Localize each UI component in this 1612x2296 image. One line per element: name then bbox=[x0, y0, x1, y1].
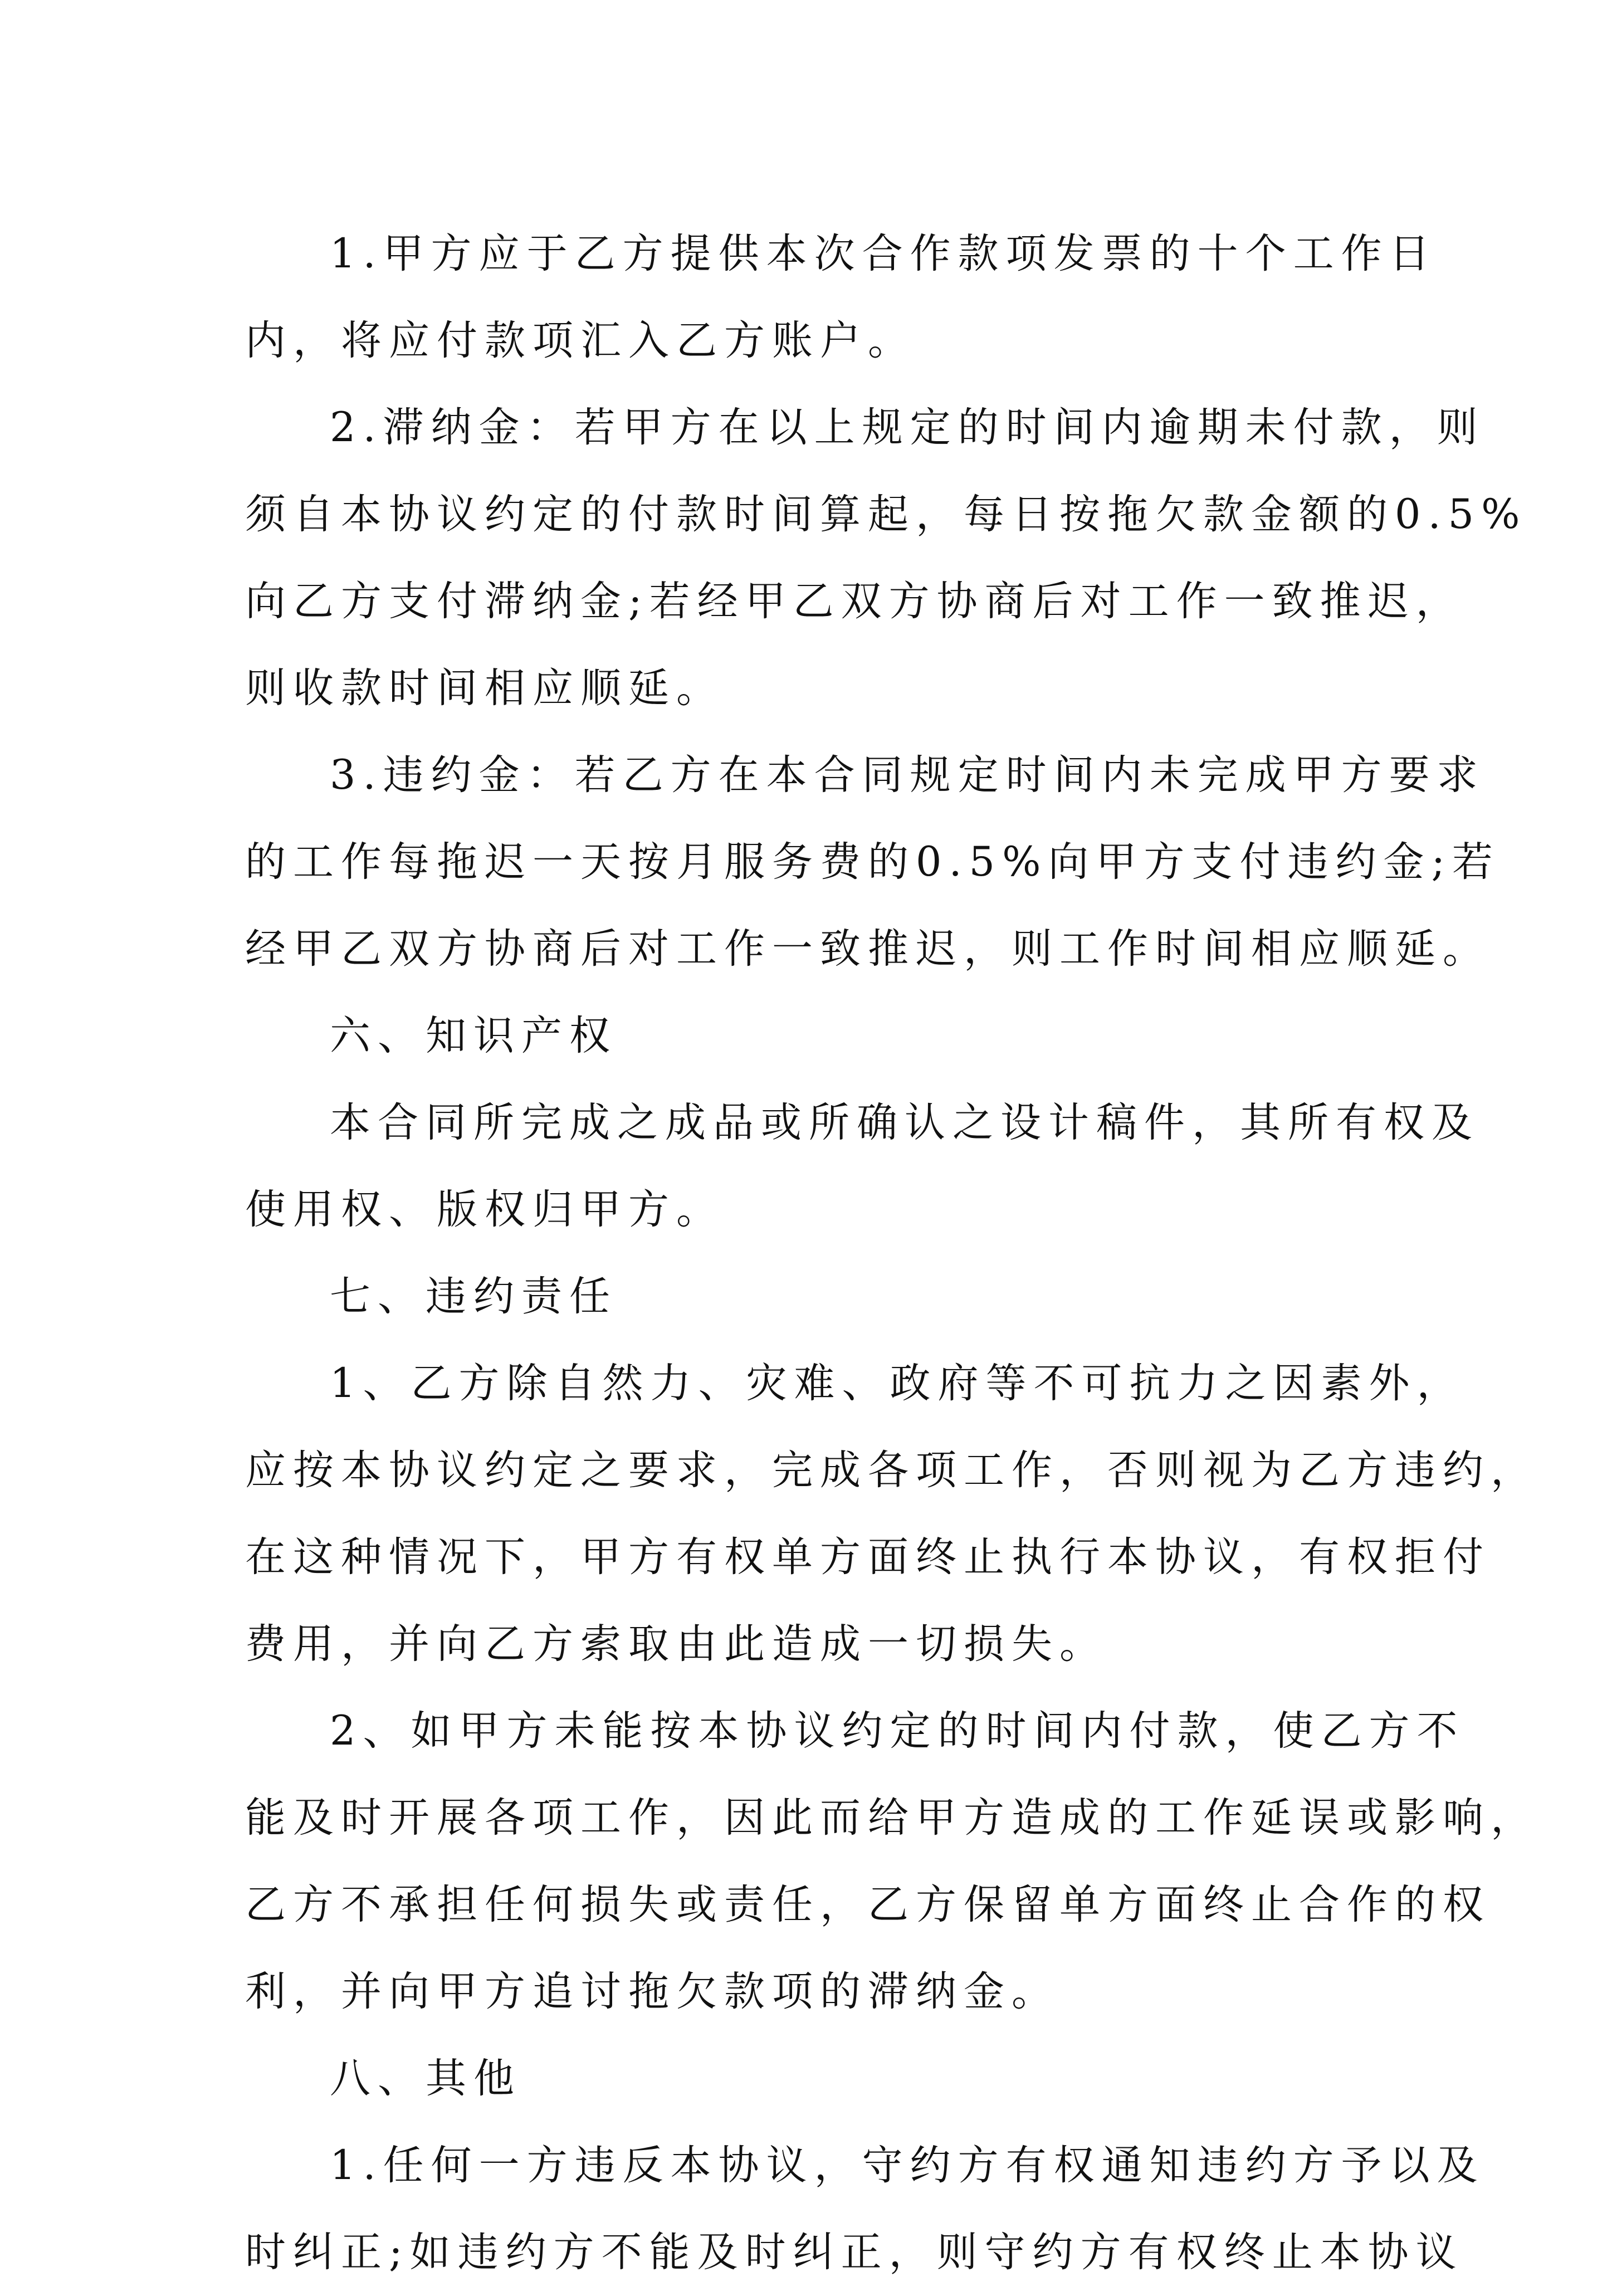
text-line: 2.滞纳金：若甲方在以上规定的时间内逾期未付款，则 bbox=[330, 404, 1485, 451]
text-line: 向乙方支付滞纳金;若经甲乙双方协商后对工作一致推迟， bbox=[245, 578, 1464, 625]
text-line: 在这种情况下，甲方有权单方面终止执行本协议，有权拒付 bbox=[245, 1533, 1491, 1581]
document-body bbox=[245, 211, 1538, 2296]
text-line: 经甲乙双方协商后对工作一致推迟，则工作时间相应顺延。 bbox=[245, 925, 1491, 973]
text-line: 3.违约金：若乙方在本合同规定时间内未完成甲方要求 bbox=[330, 751, 1485, 799]
text-line: 乙方不承担任何损失或责任，乙方保留单方面终止合作的权 bbox=[245, 1881, 1491, 1928]
text-line: 1、乙方除自然力、灾难、政府等不可抗力之因素外， bbox=[330, 1360, 1465, 1407]
section-heading: 八、其他 bbox=[330, 2055, 521, 2102]
text-line: 费用，并向乙方索取由此造成一切损失。 bbox=[245, 1620, 1107, 1668]
text-line: 内，将应付款项汇入乙方账户。 bbox=[245, 317, 916, 364]
text-line: 应按本协议约定之要求，完成各项工作，否则视为乙方违约， bbox=[245, 1447, 1538, 1494]
text-line: 则收款时间相应顺延。 bbox=[245, 665, 724, 712]
text-line: 须自本协议约定的付款时间算起，每日按拖欠款金额的0.5% bbox=[245, 491, 1527, 538]
text-line: 的工作每拖迟一天按月服务费的0.5%向甲方支付违约金;若 bbox=[245, 838, 1501, 886]
text-line: 本合同所完成之成品或所确认之设计稿件，其所有权及 bbox=[330, 1099, 1479, 1146]
text-line: 1.甲方应于乙方提供本次合作款项发票的十个工作日 bbox=[330, 230, 1437, 277]
text-line: 2、如甲方未能按本协议约定的时间内付款，使乙方不 bbox=[330, 1707, 1465, 1755]
text-line: 利，并向甲方追讨拖欠款项的滞纳金。 bbox=[245, 1968, 1059, 2015]
text-line: 时纠正;如违约方不能及时纠正，则守约方有权终止本协议 bbox=[245, 2229, 1464, 2276]
text-line: 使用权、版权归甲方。 bbox=[245, 1186, 724, 1233]
section-heading: 六、知识产权 bbox=[330, 1012, 617, 1059]
text-line: 1.任何一方违反本协议，守约方有权通知违约方予以及 bbox=[330, 2142, 1485, 2189]
text-line: 能及时开展各项工作，因此而给甲方造成的工作延误或影响， bbox=[245, 1794, 1538, 1841]
section-heading: 七、违约责任 bbox=[330, 1273, 617, 1320]
